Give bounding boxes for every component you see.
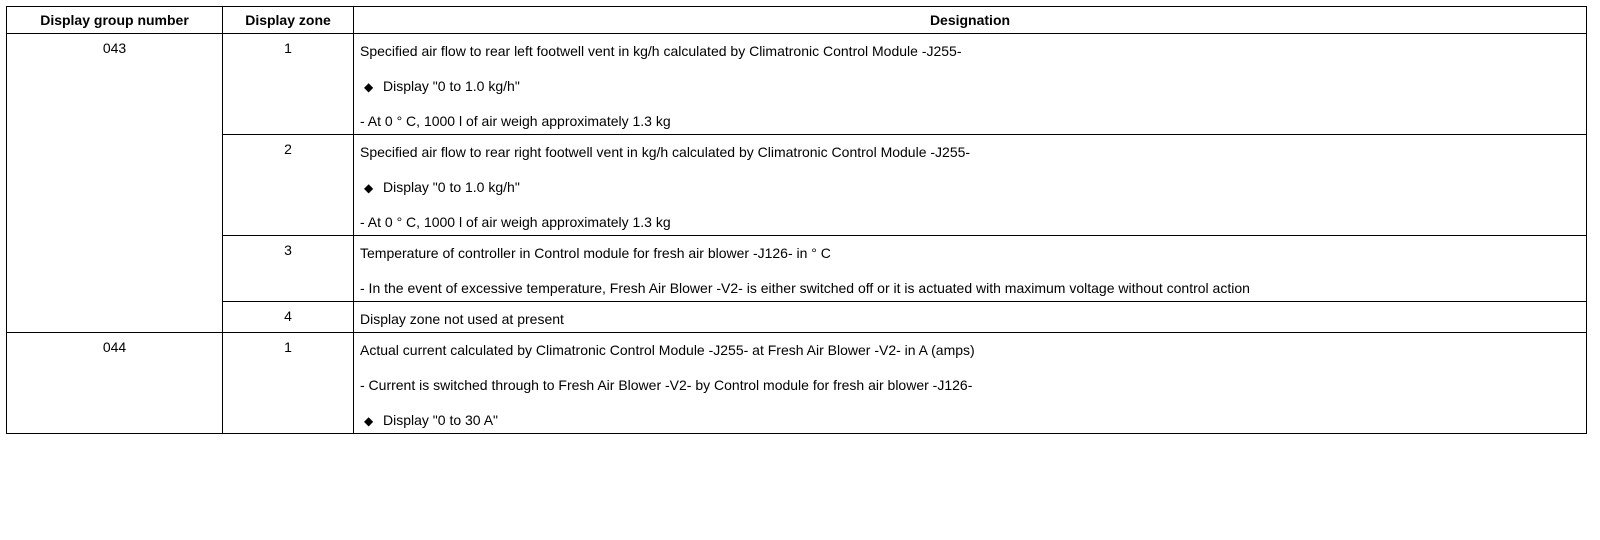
designation-text: Display "0 to 1.0 kg/h" bbox=[383, 179, 520, 195]
table-row bbox=[7, 135, 1587, 236]
designation-cell bbox=[354, 135, 1587, 236]
table-row bbox=[7, 236, 1587, 302]
designation-line: Specified air flow to rear left footwell vent in kg/h calculated by Climatronic Control Module -J255- bbox=[360, 43, 962, 59]
header-row bbox=[7, 7, 1587, 34]
designation-line: - Current is switched through to Fresh Air Blower -V2- by Control module for fresh air blower -J126- bbox=[360, 377, 973, 393]
designation-line: - In the event of excessive temperature, Fresh Air Blower -V2- is either switched off or it is actuated with maximum voltage without control action bbox=[360, 280, 1250, 296]
designation-text: Display "0 to 30 A" bbox=[383, 412, 499, 428]
header-display-zone: Display zone bbox=[223, 7, 354, 34]
designation-text: Display "0 to 1.0 kg/h" bbox=[383, 78, 520, 94]
designation-line: Actual current calculated by Climatronic Control Module -J255- at Fresh Air Blower -V2- in A (amps) bbox=[360, 342, 975, 358]
designation-line: Specified air flow to rear right footwell vent in kg/h calculated by Climatronic Control Module -J255- bbox=[360, 144, 971, 160]
display-group-number: 043 bbox=[7, 34, 223, 333]
designation-line: - At 0 ° C, 1000 l of air weigh approximately 1.3 kg bbox=[360, 113, 671, 129]
table-row bbox=[7, 302, 1587, 333]
table-row bbox=[7, 333, 1587, 434]
designation-line: - At 0 ° C, 1000 l of air weigh approximately 1.3 kg bbox=[360, 214, 671, 230]
display-zone-number: 2 bbox=[223, 135, 354, 236]
display-group-table bbox=[6, 6, 1587, 434]
diamond-bullet-icon: ◆ bbox=[364, 414, 374, 428]
designation-bullet-line bbox=[360, 409, 1586, 433]
header-display-group-number: Display group number bbox=[7, 7, 223, 34]
designation-cell bbox=[354, 34, 1587, 135]
designation-bullet-line bbox=[360, 75, 1586, 110]
display-zone-number: 4 bbox=[223, 302, 354, 333]
display-zone-number: 1 bbox=[223, 34, 354, 135]
header-designation: Designation bbox=[354, 7, 1587, 34]
designation-cell bbox=[354, 302, 1587, 333]
diamond-bullet-icon: ◆ bbox=[364, 80, 374, 94]
designation-cell bbox=[354, 236, 1587, 302]
table-row bbox=[7, 34, 1587, 135]
display-zone-number: 3 bbox=[223, 236, 354, 302]
designation-line: Temperature of controller in Control module for fresh air blower -J126- in ° C bbox=[360, 245, 831, 261]
designation-line: Display zone not used at present bbox=[360, 311, 564, 327]
diamond-bullet-icon: ◆ bbox=[364, 181, 374, 195]
designation-cell bbox=[354, 333, 1587, 434]
designation-bullet-line bbox=[360, 176, 1586, 211]
display-zone-number: 1 bbox=[223, 333, 354, 434]
display-group-number: 044 bbox=[7, 333, 223, 434]
